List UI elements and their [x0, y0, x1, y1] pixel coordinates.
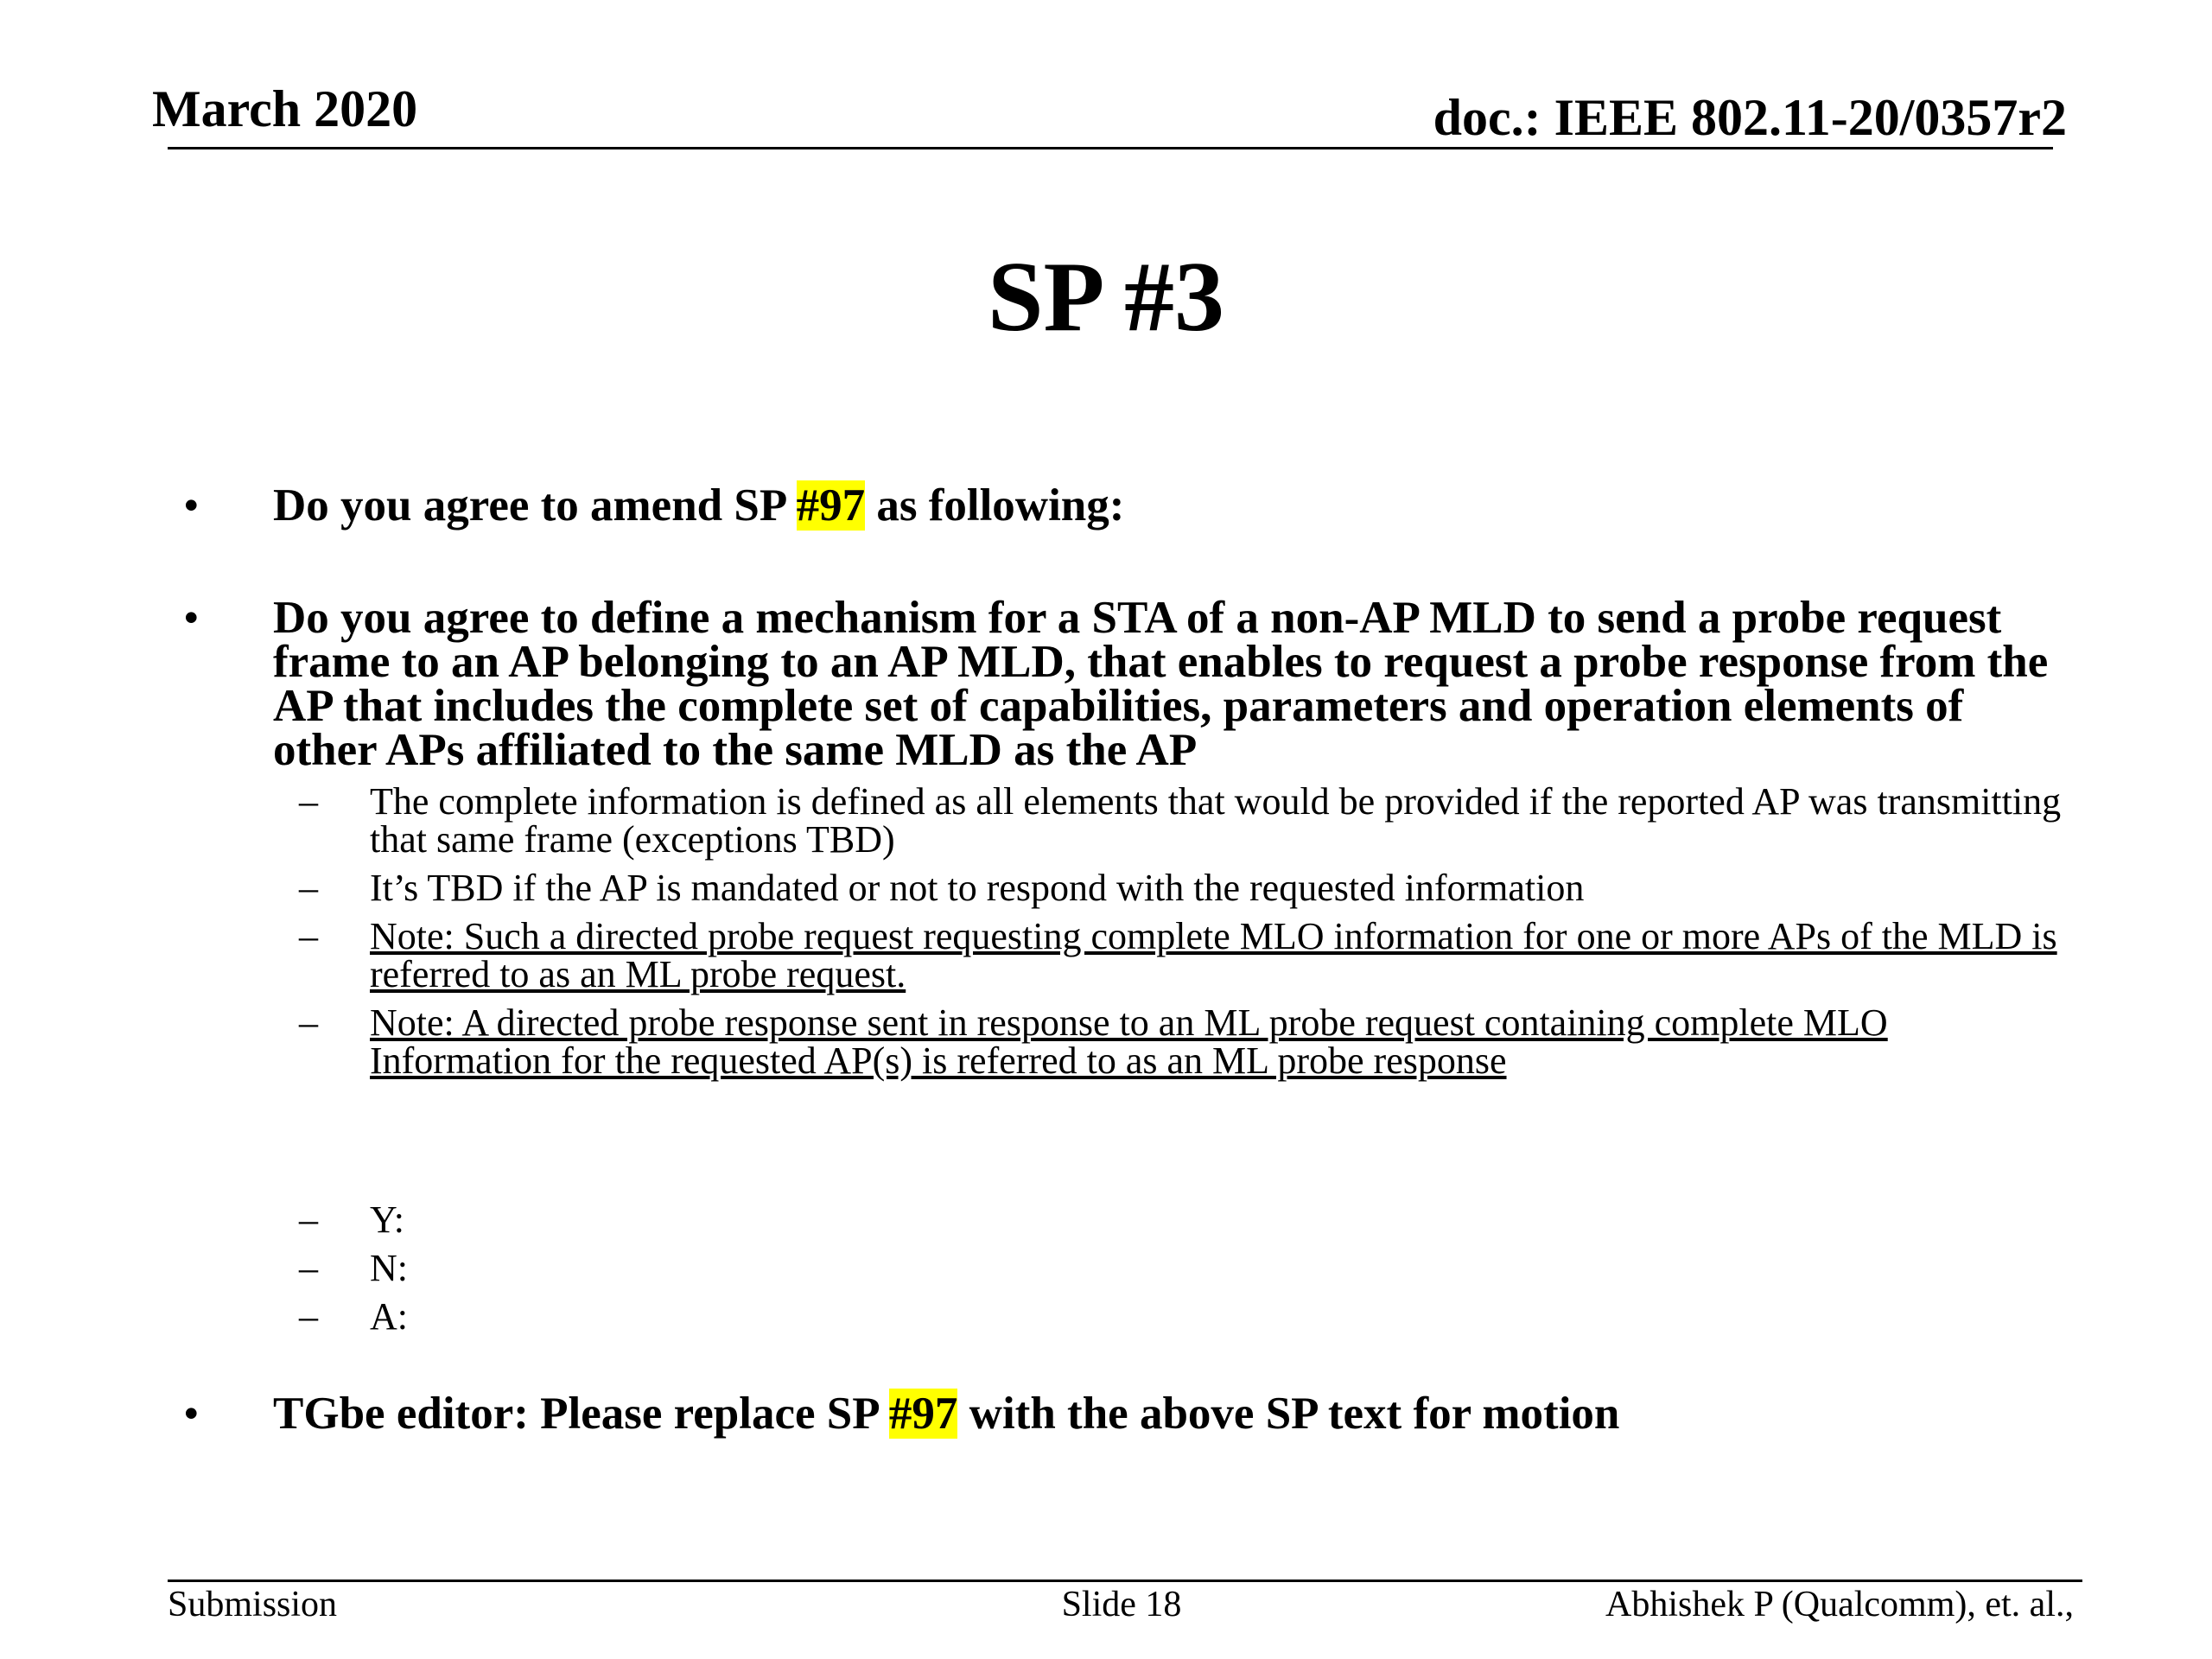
sub-item [183, 780, 2067, 861]
bullet-text: as following: [865, 480, 1125, 531]
slide-title: SP #3 [988, 242, 1224, 353]
vote-abstain [183, 1295, 2067, 1338]
sub-item [183, 869, 2067, 907]
vote-no [183, 1249, 2067, 1287]
highlight-sp-number: #97 [796, 480, 866, 531]
vote-yes [183, 1198, 2067, 1241]
dash-icon: – [299, 1247, 318, 1289]
header-date: March 2020 [152, 80, 418, 137]
sub-item-text: The complete information is defined as all elements that would be provided if the reported AP was transmitting that same frame (exceptions TBD) [370, 780, 2062, 861]
vote-label: A: [370, 1295, 408, 1338]
dash-icon: – [299, 1001, 318, 1044]
vote-label: N: [370, 1247, 408, 1289]
bullet-editor-instruction [183, 1389, 2067, 1439]
bullet-text: Do you agree to amend SP [273, 480, 797, 531]
footer-author: Abhishek P (Qualcomm), et. al., [1605, 1585, 2074, 1624]
bullet-dot-icon: • [183, 480, 200, 531]
footer-submission: Submission [168, 1585, 338, 1624]
footer-rule [168, 1580, 2082, 1582]
header-rule [168, 147, 2053, 149]
bullet-dot-icon: • [183, 1389, 200, 1439]
dash-icon: – [299, 780, 318, 823]
bullet-mechanism [183, 593, 2067, 775]
slide-body [183, 480, 2067, 1439]
footer-slide-number: Slide 18 [1061, 1585, 1182, 1624]
sub-item-text: Note: Such a directed probe request requesting complete MLO information for one or more APs of the MLD is referred to as an ML probe request. [370, 915, 2057, 995]
sub-item-note [183, 915, 2067, 995]
sub-item-text: It’s TBD if the AP is mandated or not to respond with the requested information [370, 867, 1585, 909]
bullet-dot-icon: • [183, 593, 200, 643]
dash-icon: – [299, 1198, 318, 1241]
highlight-sp-number: #97 [888, 1389, 958, 1439]
bullet-text: TGbe editor: Please replace SP [273, 1389, 889, 1439]
dash-icon: – [299, 867, 318, 909]
bullet-text: Do you agree to define a mechanism for a STA of a non-AP MLD to send a probe request frame to an AP belonging to an AP MLD, that enables to request a probe response from the AP that includes the complete set of capabilities, parameters and operation elements of other APs affiliated to the same MLD as the AP [273, 593, 2049, 775]
header-doc-id: doc.: IEEE 802.11-20/0357r2 [1433, 89, 2067, 146]
vote-label: Y: [370, 1198, 404, 1241]
sub-item-note [183, 1001, 2067, 1082]
dash-icon: – [299, 1295, 318, 1338]
dash-icon: – [299, 915, 318, 957]
bullet-text: with the above SP text for motion [957, 1389, 1620, 1439]
bullet-amend-sp [183, 480, 2067, 531]
sub-item-text: Note: A directed probe response sent in response to an ML probe request containing complete MLO Information for the requested AP(s) is referred to as an ML probe response [370, 1001, 1888, 1082]
